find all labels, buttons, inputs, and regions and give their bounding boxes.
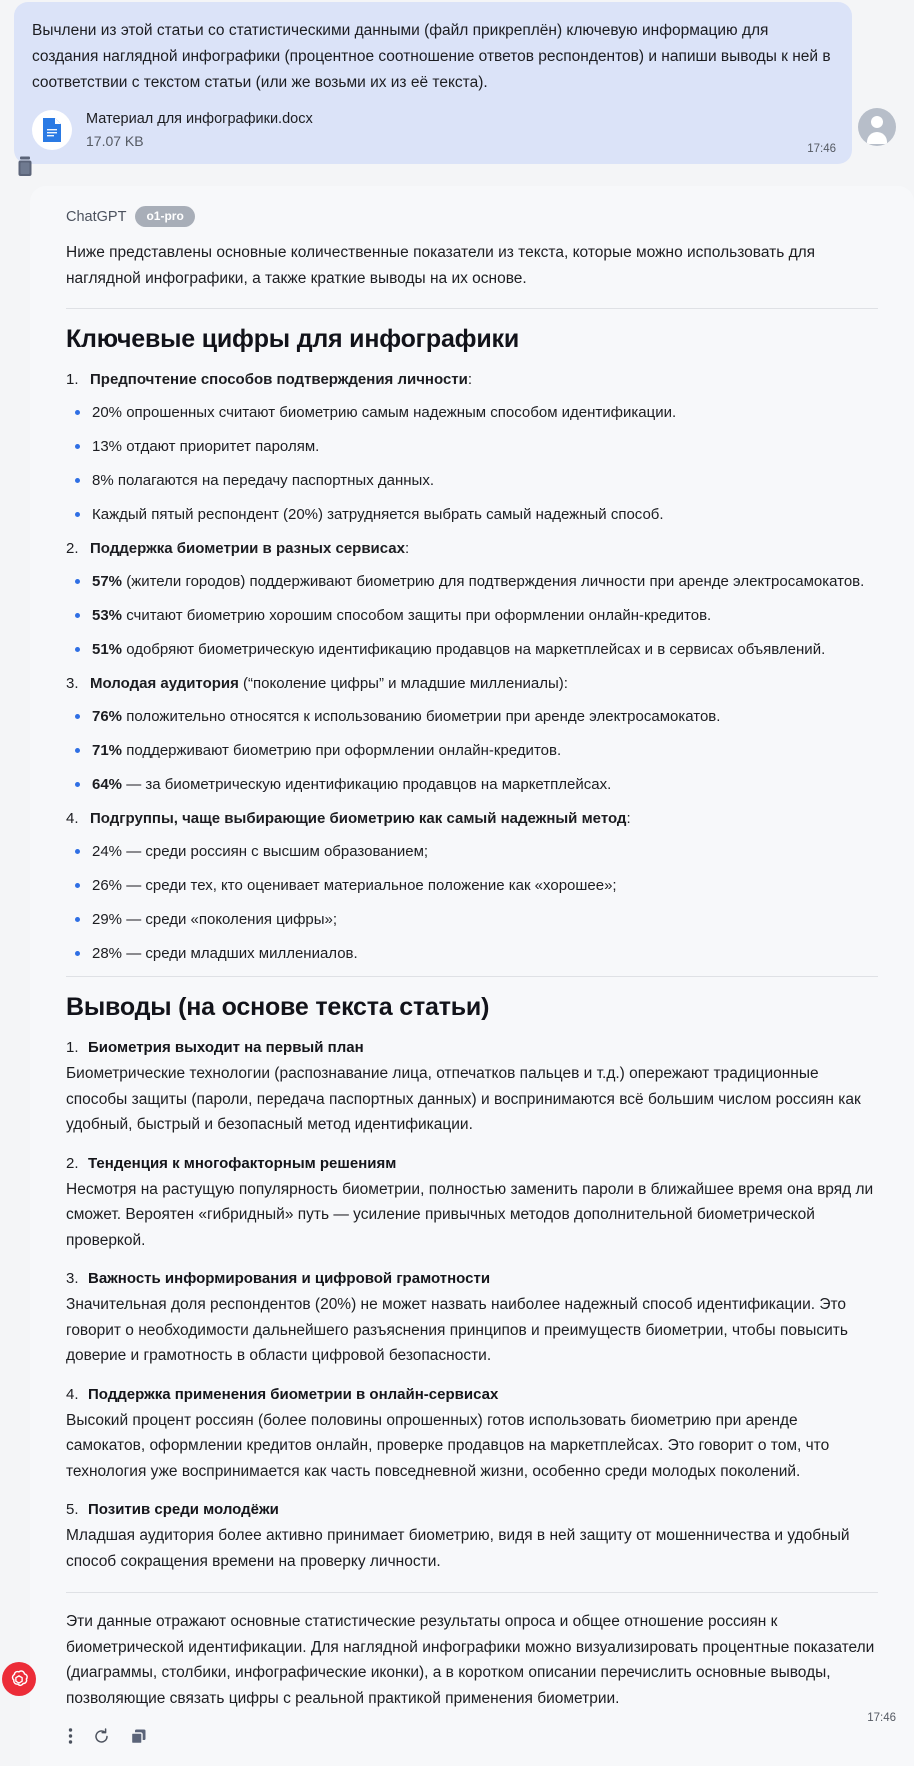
model-badge: o1-pro (135, 206, 194, 227)
figures-group-label-tail: : (626, 810, 631, 827)
list-item (66, 637, 878, 662)
list-item (66, 907, 878, 932)
list-item (66, 873, 878, 898)
bullet-text: 26% — среди тех, кто оценивает материальное положение как «хорошее»; (92, 877, 617, 894)
bullet-text: положительно относятся к использованию биометрии при аренде электросамокатов. (122, 708, 721, 725)
conclusion-body: Высокий процент россиян (более половины опрошенных) готов использовать биометрию при аренде самокатов, оформлении кредитов онлайн, проверке продавцов на маркетплейсах. Это говорит о том, что технология уже воспринимается как часть повседневной жизни, особенно среди молодых поколений. (66, 1411, 830, 1480)
bullet-text: 20% опрошенных считают биометрию самым надежным способом идентификации. (92, 404, 677, 421)
figures-group-label-tail: (“поколение цифры” и младшие миллениалы): (238, 675, 568, 692)
list-item (66, 569, 878, 594)
assistant-closing-paragraph: Эти данные отражают основные статистические результаты опроса и общее отношение россиян к биометрической идентификации. Для наглядной инфографики можно визуализировать процентные показатели (диаграммы, столбики, инфографические иконки), а в коротком описании перечислить основные выводы, позволяющие связать цифры с реальной практикой применения биометрии. (66, 1613, 875, 1707)
attachment-filename: Материал для инфографики.docx (86, 111, 313, 127)
conclusion-heading (66, 1152, 878, 1176)
key-figures-groups (66, 368, 878, 966)
avatar-head-shape (871, 116, 883, 128)
figures-group-heading (66, 368, 878, 392)
assistant-intro-paragraph: Ниже представлены основные количественные показатели из текста, которые можно использовать для наглядной инфографики, а также краткие выводы на их основе. (66, 244, 816, 287)
list-item (66, 603, 878, 628)
assistant-message-timestamp: 17:46 (867, 1712, 896, 1724)
list-number: 3. (66, 1270, 79, 1287)
figures-group-label-bold: Поддержка биометрии в разных сервисах (90, 540, 405, 557)
bullet-highlight-value: 51% (92, 641, 123, 658)
list-number: 1. (66, 371, 79, 388)
divider-above-closing (66, 1592, 878, 1593)
conclusions-list (66, 1036, 878, 1574)
bullet-text: 8% полагаются на передачу паспортных данных. (92, 472, 434, 489)
conclusion-item (66, 1036, 878, 1138)
list-number: 2. (66, 1154, 79, 1172)
figures-group-label-tail: : (404, 540, 410, 557)
bullet-text: Каждый пятый респондент (20%) затрудняется выбрать самый надежный способ. (92, 506, 664, 523)
conclusion-item (66, 1498, 878, 1574)
trash-icon[interactable] (14, 155, 36, 179)
assistant-action-bar (66, 1727, 878, 1750)
figures-group-heading (66, 807, 878, 831)
figures-group-label (90, 807, 631, 831)
section-title-conclusions: Выводы (на основе текста статьи) (66, 993, 490, 1021)
bullet-text: считают биометрию хорошим способом защиты при оформлении онлайн-кредитов. (122, 607, 712, 624)
figures-group-label (90, 368, 472, 392)
conclusion-title: Важность информирования и цифровой грамотности (88, 1270, 491, 1287)
bullet-text: поддерживают биометрию при оформлении онлайн-кредитов. (122, 742, 562, 759)
list-number: 4. (66, 810, 79, 827)
figures-group-label (90, 672, 568, 696)
conclusion-title: Биометрия выходит на первый план (88, 1039, 364, 1056)
figures-group-label-bold: Молодая аудитория (90, 675, 239, 692)
conclusion-body: Несмотря на растущую популярность биометрии, полностью заменить пароли в ближайшее время она вряд ли сможет. Вероятен «гибридный» путь — усиление привычных методов дополнительной биометрической проверкой. (66, 1180, 874, 1249)
list-item (66, 738, 878, 763)
bullet-text: 28% — среди младших миллениалов. (92, 945, 358, 962)
bullet-text: одобряют биометрическую идентификацию продавцов на маркетплейсах и в сервисах объявлений. (122, 641, 826, 658)
user-message-timestamp: 17:46 (807, 143, 836, 155)
figures-group-heading (66, 537, 878, 561)
divider-above-conclusions (66, 976, 878, 977)
conclusion-heading (66, 1036, 878, 1060)
list-item (66, 400, 878, 425)
assistant-header (66, 206, 878, 227)
list-number: 2. (66, 540, 79, 557)
figures-group-label (90, 537, 409, 561)
bullet-text: (жители городов) поддерживают биометрию для подтверждения личности при аренде электросамокатов. (122, 573, 865, 590)
list-item (66, 468, 878, 493)
list-number: 3. (66, 675, 79, 692)
bullet-highlight-value: 76% (92, 708, 123, 725)
figures-bullet-list (66, 704, 878, 797)
openai-logo-icon (2, 1662, 36, 1696)
list-item (66, 704, 878, 729)
conclusion-title: Поддержка применения биометрии в онлайн-сервисах (88, 1385, 499, 1403)
list-item (66, 434, 878, 459)
attachment-chip[interactable] (32, 110, 834, 150)
list-number: 5. (66, 1501, 79, 1518)
section-title-key-figures: Ключевые цифры для инфографики (66, 325, 519, 353)
bullet-highlight-value: 57% (92, 573, 123, 590)
avatar-body-shape (867, 132, 887, 144)
conclusion-item (66, 1267, 878, 1369)
conclusion-body: Биометрические технологии (распознавание лица, отпечатков пальцев и т.д.) опережают традиционные способы защиты (пароли, передача паспортных данных) и воспринимаются всё большим числом россиян как удобный, быстрый и безопасный метод идентификации. (66, 1065, 861, 1133)
figures-bullet-list (66, 569, 878, 662)
bullet-text: — за биометрическую идентификацию продавцов на маркетплейсах. (122, 776, 612, 793)
figures-group-label-tail: : (467, 371, 473, 388)
bullet-text: 29% — среди «поколения цифры»; (92, 911, 338, 928)
figures-bullet-list (66, 400, 878, 527)
user-message-text: Вычлени из этой статьи со статистическими данными (файл прикреплён) ключевую информацию для создания наглядной инфографики (процентное соотношение ответов респондентов) и напиши выводы к ней в соответствии с текстом статьи (или же возьми их из её текста). (32, 22, 831, 91)
divider-above-figures (66, 308, 878, 309)
conclusion-item (66, 1152, 878, 1254)
list-item (66, 839, 878, 864)
list-number: 4. (66, 1385, 79, 1403)
bullet-highlight-value: 71% (92, 742, 123, 759)
bullet-highlight-value: 64% (92, 776, 123, 793)
figures-group-label-bold: Предпочтение способов подтверждения личности (90, 371, 468, 388)
list-item (66, 502, 878, 527)
attachment-meta (86, 110, 313, 150)
conclusion-title: Тенденция к многофакторным решениям (88, 1154, 397, 1172)
regenerate-icon[interactable] (93, 1728, 110, 1750)
list-item (66, 772, 878, 797)
conclusion-heading (66, 1498, 878, 1522)
docx-file-icon (32, 110, 72, 150)
figures-bullet-list (66, 839, 878, 966)
conclusion-title: Позитив среди молодёжи (88, 1501, 279, 1518)
list-item (66, 941, 878, 966)
figures-group-heading (66, 672, 878, 696)
user-avatar (858, 108, 896, 146)
more-options-icon[interactable] (68, 1727, 73, 1750)
bullet-text: 13% отдают приоритет паролям. (92, 438, 320, 455)
attachment-filesize: 17.07 KB (86, 133, 144, 149)
copy-icon[interactable] (130, 1728, 147, 1750)
conclusion-body: Младшая аудитория более активно принимает биометрию, видя в ней защиту от мошенничества и удобный способ сокращения времени на проверку личности. (66, 1527, 850, 1570)
conclusion-item (66, 1383, 878, 1485)
bullet-text: 24% — среди россиян с высшим образованием; (92, 843, 429, 860)
bullet-highlight-value: 53% (92, 607, 123, 624)
figures-group-label-bold: Подгруппы, чаще выбирающие биометрию как самый надежный метод (90, 810, 627, 827)
user-message-bubble (14, 2, 852, 164)
conclusion-heading (66, 1383, 878, 1407)
assistant-message-card (30, 186, 914, 1766)
conclusion-body: Значительная доля респондентов (20%) не может назвать наиболее надежный способ идентификации. Это говорит о необходимости дальнейшего разъяснения принципов и преимуществ биометрии, чтобы повысить доверие и грамотность в области цифровой безопасности. (66, 1296, 848, 1364)
conclusion-heading (66, 1267, 878, 1291)
assistant-author-name: ChatGPT (66, 208, 127, 225)
list-number: 1. (66, 1039, 79, 1056)
